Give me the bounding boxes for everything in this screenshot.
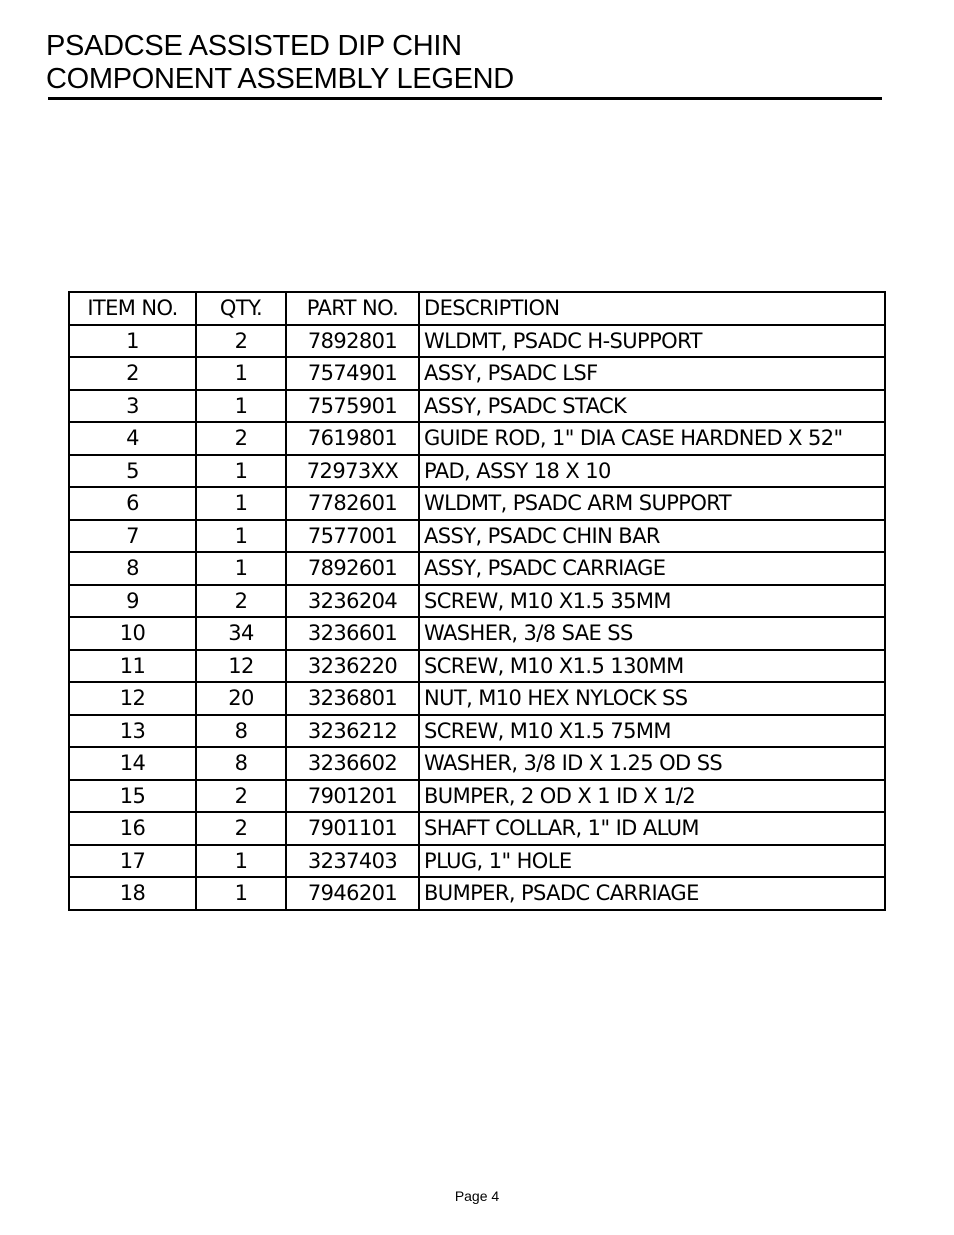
cell-description: ASSY, PSADC STACK: [419, 390, 885, 423]
cell-qty: 2: [196, 422, 286, 455]
cell-description: SCREW, M10 X1.5 35MM: [419, 585, 885, 618]
page-title: [46, 30, 886, 96]
cell-description: SHAFT COLLAR, 1" ID ALUM: [419, 812, 885, 845]
cell-part-no: 3236801: [286, 682, 419, 715]
cell-part-no: 7574901: [286, 357, 419, 390]
cell-qty: 8: [196, 747, 286, 780]
cell-item-no: 18: [69, 877, 196, 910]
cell-part-no: 3236212: [286, 715, 419, 748]
table-row: [69, 877, 885, 910]
cell-part-no: 3237403: [286, 845, 419, 878]
cell-part-no: 7575901: [286, 390, 419, 423]
cell-item-no: 6: [69, 487, 196, 520]
cell-part-no: 3236601: [286, 617, 419, 650]
cell-qty: 8: [196, 715, 286, 748]
cell-qty: 2: [196, 585, 286, 618]
table-row: [69, 357, 885, 390]
column-header-qty: QTY.: [196, 292, 286, 325]
cell-qty: 34: [196, 617, 286, 650]
cell-item-no: 17: [69, 845, 196, 878]
cell-description: NUT, M10 HEX NYLOCK SS: [419, 682, 885, 715]
table-row: [69, 812, 885, 845]
cell-item-no: 2: [69, 357, 196, 390]
cell-part-no: 7901101: [286, 812, 419, 845]
cell-part-no: 7892801: [286, 325, 419, 358]
table-row: [69, 780, 885, 813]
table-row: [69, 520, 885, 553]
cell-description: ASSY, PSADC LSF: [419, 357, 885, 390]
cell-item-no: 12: [69, 682, 196, 715]
cell-description: PAD, ASSY 18 X 10: [419, 455, 885, 488]
table-row: [69, 650, 885, 683]
cell-description: PLUG, 1" HOLE: [419, 845, 885, 878]
cell-qty: 1: [196, 487, 286, 520]
cell-part-no: 7619801: [286, 422, 419, 455]
cell-part-no: 7892601: [286, 552, 419, 585]
cell-item-no: 13: [69, 715, 196, 748]
column-header-item-no: ITEM NO.: [69, 292, 196, 325]
table-row: [69, 422, 885, 455]
column-header-part-no: PART NO.: [286, 292, 419, 325]
cell-qty: 12: [196, 650, 286, 683]
title-line-1: PSADCSE ASSISTED DIP CHIN: [46, 30, 462, 62]
cell-part-no: 3236602: [286, 747, 419, 780]
cell-item-no: 1: [69, 325, 196, 358]
table-row: [69, 715, 885, 748]
cell-item-no: 15: [69, 780, 196, 813]
cell-item-no: 7: [69, 520, 196, 553]
cell-part-no: 3236220: [286, 650, 419, 683]
parts-table: [68, 291, 886, 911]
cell-description: SCREW, M10 X1.5 75MM: [419, 715, 885, 748]
cell-description: GUIDE ROD, 1" DIA CASE HARDNED X 52": [419, 422, 885, 455]
cell-description: ASSY, PSADC CHIN BAR: [419, 520, 885, 553]
cell-part-no: 7946201: [286, 877, 419, 910]
cell-part-no: 7782601: [286, 487, 419, 520]
cell-description: SCREW, M10 X1.5 130MM: [419, 650, 885, 683]
table-row: [69, 682, 885, 715]
cell-qty: 1: [196, 357, 286, 390]
cell-part-no: 7577001: [286, 520, 419, 553]
cell-qty: 2: [196, 325, 286, 358]
table-row: [69, 617, 885, 650]
cell-qty: 2: [196, 812, 286, 845]
title-line-2: COMPONENT ASSEMBLY LEGEND: [46, 63, 514, 95]
table-header-row: [69, 292, 885, 325]
page-number: Page 4: [454, 1188, 500, 1204]
cell-qty: 2: [196, 780, 286, 813]
table-body: [69, 325, 885, 910]
cell-qty: 1: [196, 845, 286, 878]
cell-item-no: 16: [69, 812, 196, 845]
cell-description: BUMPER, 2 OD X 1 ID X 1/2: [419, 780, 885, 813]
cell-description: ASSY, PSADC CARRIAGE: [419, 552, 885, 585]
table-row: [69, 325, 885, 358]
cell-item-no: 14: [69, 747, 196, 780]
cell-qty: 1: [196, 552, 286, 585]
cell-qty: 1: [196, 520, 286, 553]
cell-item-no: 10: [69, 617, 196, 650]
cell-qty: 1: [196, 390, 286, 423]
cell-item-no: 4: [69, 422, 196, 455]
cell-description: WASHER, 3/8 ID X 1.25 OD SS: [419, 747, 885, 780]
table-row: [69, 487, 885, 520]
cell-item-no: 8: [69, 552, 196, 585]
cell-qty: 20: [196, 682, 286, 715]
table-row: [69, 455, 885, 488]
cell-part-no: 3236204: [286, 585, 419, 618]
title-divider: [48, 97, 882, 100]
cell-description: WLDMT, PSADC ARM SUPPORT: [419, 487, 885, 520]
cell-part-no: 72973XX: [286, 455, 419, 488]
cell-description: WASHER, 3/8 SAE SS: [419, 617, 885, 650]
cell-qty: 1: [196, 877, 286, 910]
cell-item-no: 5: [69, 455, 196, 488]
cell-item-no: 3: [69, 390, 196, 423]
cell-qty: 1: [196, 455, 286, 488]
table-row: [69, 552, 885, 585]
column-header-description: DESCRIPTION: [419, 292, 885, 325]
table-row: [69, 585, 885, 618]
cell-description: BUMPER, PSADC CARRIAGE: [419, 877, 885, 910]
cell-description: WLDMT, PSADC H-SUPPORT: [419, 325, 885, 358]
cell-item-no: 9: [69, 585, 196, 618]
cell-part-no: 7901201: [286, 780, 419, 813]
table-row: [69, 747, 885, 780]
cell-item-no: 11: [69, 650, 196, 683]
table-row: [69, 845, 885, 878]
table-row: [69, 390, 885, 423]
